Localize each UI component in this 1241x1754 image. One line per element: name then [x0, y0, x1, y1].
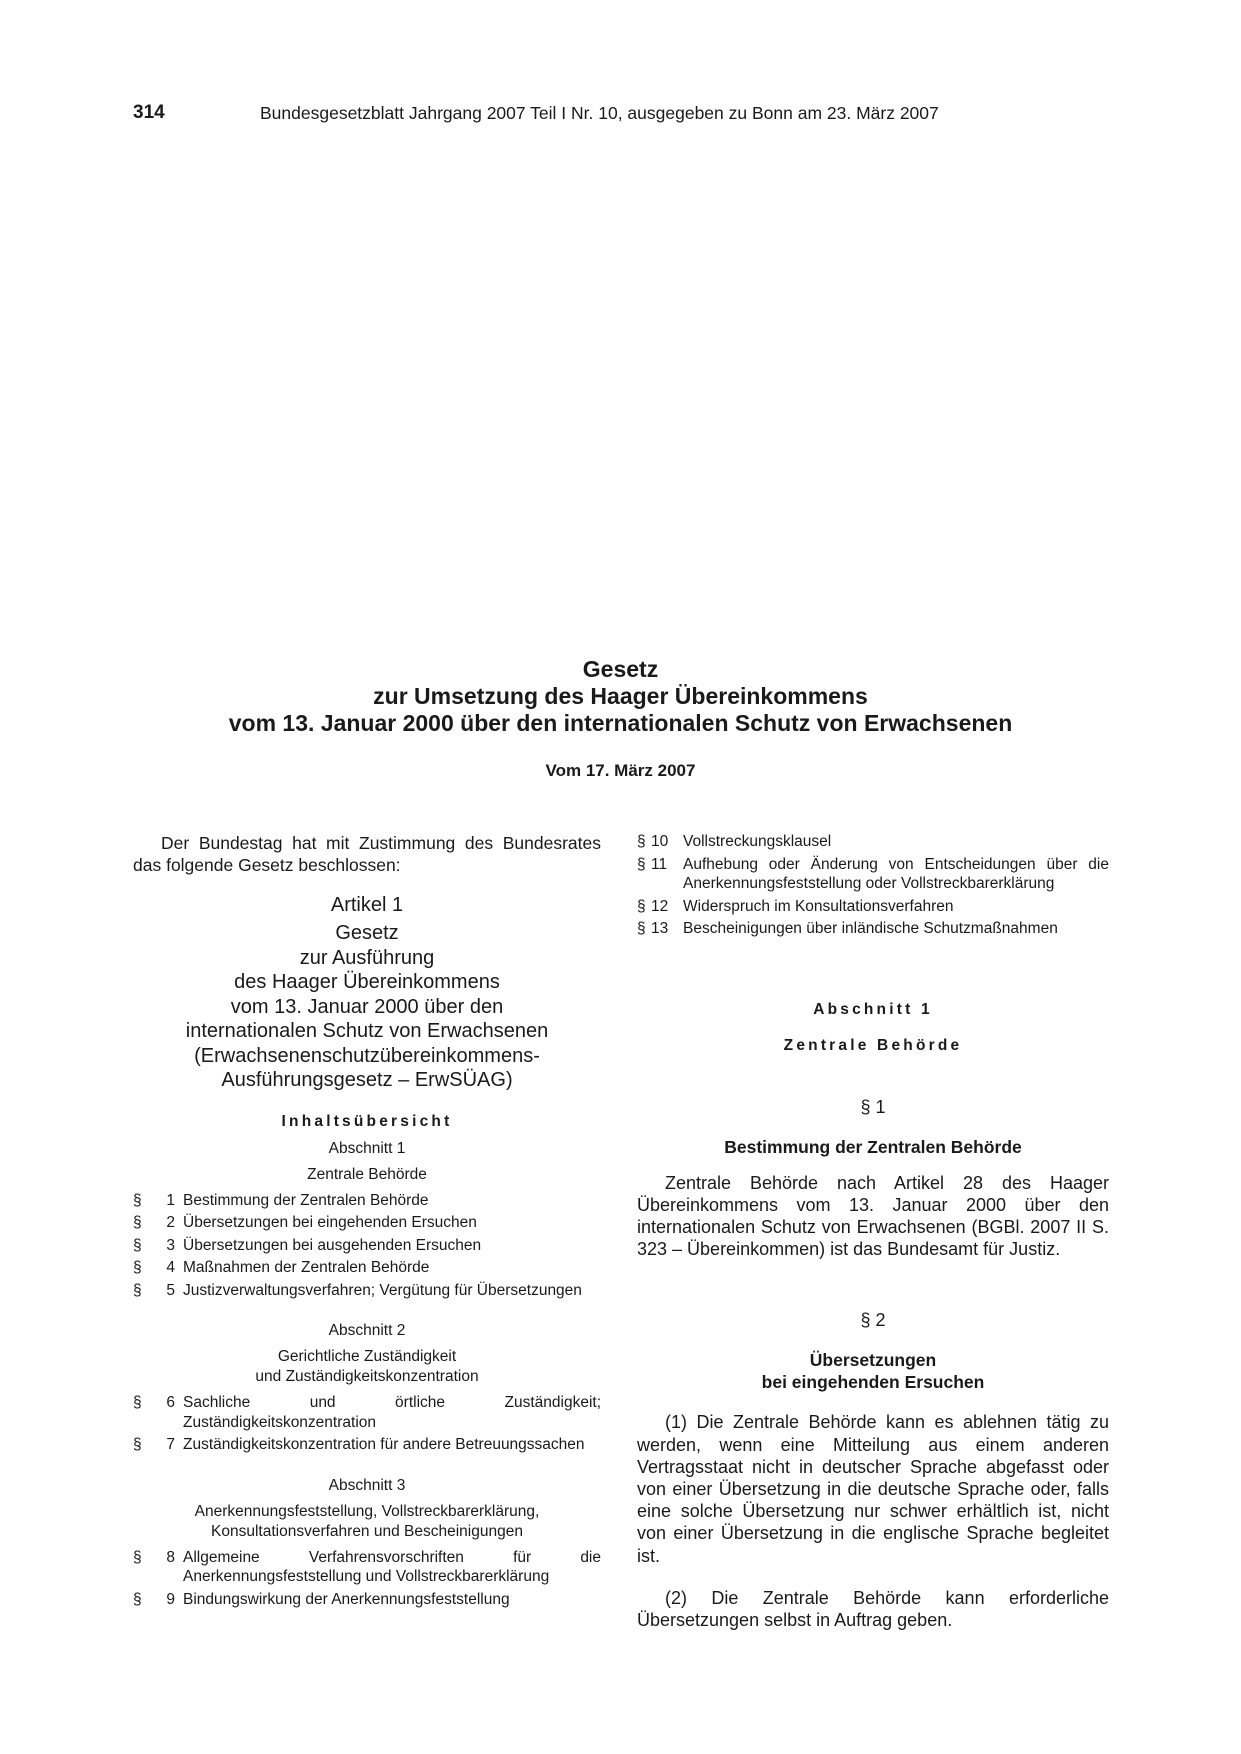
toc-entry	[133, 1590, 601, 1610]
inner-law-title-line: internationalen Schutz von Erwachsenen	[185, 1020, 549, 1042]
toc-entry	[133, 1281, 601, 1301]
toc-entry	[637, 832, 1109, 852]
toc-entry-text: Zuständigkeitskonzentration für andere Betreuungssachen	[183, 1436, 585, 1453]
inner-law-title-line: (Erwachsenenschutzübereinkommens-	[194, 1044, 540, 1067]
right-column	[637, 832, 1109, 1649]
section-sign: §	[133, 1281, 142, 1299]
toc-entry-number: 9	[166, 1590, 175, 1608]
section-sign: §	[133, 1236, 142, 1254]
toc-entry-number: 10	[651, 833, 669, 850]
law-date: Vom 17. März 2007	[545, 761, 696, 780]
toc-entry	[637, 897, 1109, 917]
toc-entry-text: Übersetzungen bei eingehenden Ersuchen	[183, 1214, 477, 1231]
abschnitt-label: Abschnitt 1	[813, 1000, 933, 1018]
toc-section-label: Abschnitt 3	[328, 1476, 406, 1494]
section-sign: §	[133, 1214, 142, 1231]
toc-entry	[133, 1258, 601, 1278]
toc-entry-number: 4	[166, 1259, 175, 1276]
toc-section-title: Gerichtliche Zuständigkeit	[277, 1348, 457, 1365]
artikel-heading: Artikel 1	[330, 894, 404, 916]
law-title-line-3: vom 13. Januar 2000 über den internationalen Schutz von Erwachsenen	[228, 710, 1013, 736]
toc-entry	[637, 919, 1109, 939]
toc-continuation	[637, 832, 1109, 939]
toc-list	[133, 1393, 601, 1455]
section-sign: §	[133, 1259, 142, 1276]
toc-section-title: und Zuständigkeitskonzentration	[255, 1368, 479, 1385]
toc-entry-text: Bescheinigungen über inländische Schutzmaßnahmen	[683, 920, 1058, 937]
toc-entry-number: 1	[166, 1191, 175, 1209]
toc-entry-text: Widerspruch im Konsultationsverfahren	[683, 897, 954, 915]
toc-entry	[133, 1393, 601, 1432]
toc-list	[133, 1191, 601, 1301]
toc-section-label: Abschnitt 2	[328, 1322, 406, 1339]
inner-law-title-line: vom 13. Januar 2000 über den	[230, 995, 504, 1018]
toc-entry-number: 5	[166, 1281, 175, 1299]
paragraph-1-symbol: § 1	[860, 1096, 886, 1117]
section-sign: §	[637, 855, 646, 873]
paragraph-1-title: Bestimmung der Zentralen Behörde	[724, 1136, 1022, 1157]
toc-entry-number: 11	[651, 855, 668, 873]
law-title-line-2: zur Umsetzung des Haager Übereinkommens	[373, 683, 868, 709]
toc-entry	[133, 1236, 601, 1256]
toc-section-title: Anerkennungsfeststellung, Vollstreckbarerklärung,	[194, 1502, 540, 1520]
toc-sections	[133, 1139, 601, 1610]
section-sign: §	[133, 1548, 142, 1566]
toc-heading: Inhaltsübersicht	[281, 1112, 453, 1130]
toc-list	[133, 1548, 601, 1610]
toc-entry	[133, 1191, 601, 1211]
inner-law-title-line: des Haager Übereinkommens	[234, 971, 500, 993]
toc-entry-number: 12	[651, 897, 669, 915]
law-title-block	[0, 656, 1241, 781]
toc-section-label: Abschnitt 1	[328, 1139, 406, 1157]
toc-entry-number: 2	[166, 1214, 175, 1231]
section-sign: §	[133, 1436, 142, 1453]
abschnitt-title: Zentrale Behörde	[783, 1036, 963, 1054]
paragraph-2-symbol: § 2	[860, 1310, 886, 1331]
toc-entry	[133, 1435, 601, 1455]
paragraph-2-text-2: (2) Die Zentrale Behörde kann erforderliche Übersetzungen selbst in Auftrag geben.	[637, 1587, 1109, 1630]
toc-entry-number: 8	[166, 1548, 175, 1566]
left-column	[133, 832, 601, 1612]
inner-law-title-line: zur Ausführung	[299, 946, 435, 969]
toc-entry-number: 3	[166, 1236, 175, 1254]
toc-entry	[133, 1213, 601, 1233]
section-sign: §	[637, 920, 646, 937]
inner-law-title-line: Ausführungsgesetz – ErwSÜAG)	[221, 1069, 513, 1091]
paragraph-2-text-1: (1) Die Zentrale Behörde kann es ablehnen tätig zu werden, wenn eine Mitteilung aus einem anderen Vertragsstaat nicht in deutscher Sprache abgefasst oder von einer Übersetzung in die deutsche Sprache oder, falls eine solche Übersetzung nur schwer erhältlich ist, nicht von einer Übersetzung in die englische Sprache begleitet ist.	[637, 1412, 1109, 1566]
toc-entry-text: Vollstreckungsklausel	[683, 833, 832, 850]
section-sign: §	[133, 1191, 142, 1209]
toc-entry-number: 6	[166, 1394, 175, 1411]
law-title-line-1: Gesetz	[582, 656, 659, 682]
section-sign: §	[637, 833, 646, 850]
intro-paragraph: Der Bundestag hat mit Zustimmung des Bundesrates das folgende Gesetz beschlossen:	[133, 833, 601, 875]
toc-entry-text: Übersetzungen bei ausgehenden Ersuchen	[183, 1236, 482, 1254]
inner-law-title-line: Gesetz	[335, 922, 399, 944]
section-sign: §	[133, 1394, 142, 1411]
paragraph-2-title-line-2: bei eingehenden Ersuchen	[761, 1372, 985, 1393]
page-number: 314	[133, 102, 165, 123]
toc-entry-number: 7	[166, 1436, 175, 1453]
toc-entry-text: Bindungswirkung der Anerkennungsfeststellung	[183, 1590, 510, 1608]
toc-entry-text: Allgemeine Verfahrensvorschriften für die Anerkennungsfeststellung und Vollstreckbarerklärung	[183, 1548, 601, 1585]
toc-section-title: Zentrale Behörde	[307, 1165, 427, 1183]
paragraph-1-text: Zentrale Behörde nach Artikel 28 des Haager Übereinkommens vom 13. Januar 2000 über den internationalen Schutz von Erwachsenen (BGBl. 2007 II S. 323 – Übereinkommen) ist das Bundesamt für Justiz.	[637, 1172, 1109, 1260]
toc-entry	[133, 1548, 601, 1587]
paragraph-2-title-line-1: Übersetzungen	[809, 1350, 937, 1371]
toc-entry-text: Justizverwaltungsverfahren; Vergütung für Übersetzungen	[183, 1281, 582, 1299]
running-head: Bundesgesetzblatt Jahrgang 2007 Teil I Nr. 10, ausgegeben zu Bonn am 23. März 2007	[260, 103, 939, 123]
toc-entry-number: 13	[651, 920, 669, 937]
toc-entry-text: Sachliche und örtliche Zuständigkeit; Zuständigkeitskonzentration	[183, 1394, 601, 1431]
section-sign: §	[637, 897, 646, 915]
toc-entry-text: Maßnahmen der Zentralen Behörde	[183, 1259, 430, 1276]
toc-entry-text: Aufhebung oder Änderung von Entscheidungen über die Anerkennungsfeststellung oder Vollstreckbarerklärung	[683, 855, 1109, 892]
section-sign: §	[133, 1590, 142, 1608]
toc-entry	[637, 855, 1109, 894]
toc-entry-text: Bestimmung der Zentralen Behörde	[183, 1191, 429, 1209]
toc-section-title: Konsultationsverfahren und Bescheinigungen	[211, 1522, 523, 1540]
inner-law-title	[133, 921, 601, 1093]
